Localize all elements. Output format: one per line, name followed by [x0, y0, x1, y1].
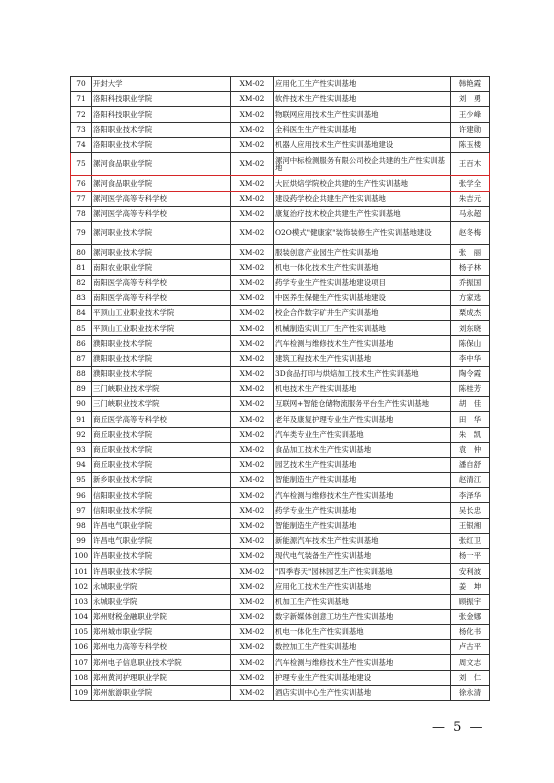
project-code: XM-02: [231, 206, 274, 221]
project-name: 机械制造实训工厂生产性实训基地: [274, 321, 451, 336]
row-number: 96: [71, 488, 92, 503]
school-name: 商丘医学高等专科学校: [92, 412, 231, 427]
project-name: 机电技术生产性实训基地: [274, 381, 451, 396]
row-number: 93: [71, 442, 92, 457]
person-in-charge: 陈桂芳: [451, 381, 490, 396]
project-code: XM-02: [231, 503, 274, 518]
project-code: XM-02: [231, 412, 274, 427]
row-number: 75: [71, 152, 92, 175]
table-row: [71, 473, 490, 488]
person-in-charge: 朱吉元: [451, 191, 490, 206]
project-code: XM-02: [231, 518, 274, 533]
table-row: [71, 122, 490, 137]
person-in-charge: 姜 坤: [451, 579, 490, 594]
row-number: 71: [71, 92, 92, 107]
person-in-charge: 刘 仁: [451, 670, 490, 685]
row-number: 88: [71, 366, 92, 381]
person-in-charge: 王少峰: [451, 107, 490, 122]
project-code: XM-02: [231, 221, 274, 244]
project-code: XM-02: [231, 306, 274, 321]
table-row: [71, 442, 490, 457]
school-name: 郑州财税金融职业学院: [92, 609, 231, 624]
school-name: 郑州电子信息职业技术学院: [92, 655, 231, 670]
person-in-charge: 马永超: [451, 206, 490, 221]
person-in-charge: 杨子林: [451, 260, 490, 275]
person-in-charge: 袁 仲: [451, 442, 490, 457]
table-row: [71, 381, 490, 396]
table-row: [71, 564, 490, 579]
school-name: 商丘职业技术学院: [92, 457, 231, 472]
person-in-charge: 李中华: [451, 351, 490, 366]
row-number: 74: [71, 137, 92, 152]
school-name: 信阳职业技术学院: [92, 488, 231, 503]
row-number: 81: [71, 260, 92, 275]
project-name: 新能源汽车技术生产性实训基地: [274, 533, 451, 548]
table-row: [71, 221, 490, 244]
table-row: [71, 191, 490, 206]
school-name: 三门峡职业技术学院: [92, 397, 231, 412]
project-name: 汽车类专业生产性实训基地: [274, 427, 451, 442]
project-name: 药学专业生产性实训基地建设项目: [274, 275, 451, 290]
project-name: 机加工生产性实训基地: [274, 594, 451, 609]
project-code: XM-02: [231, 275, 274, 290]
project-name: 软件技术生产性实训基地: [274, 92, 451, 107]
table-row: [71, 176, 490, 191]
table-row: [71, 518, 490, 533]
project-name: 护理专业生产性实训基地建设: [274, 670, 451, 685]
table-row: [71, 351, 490, 366]
row-number: 70: [71, 77, 92, 92]
project-code: XM-02: [231, 457, 274, 472]
project-name: 汽车检测与维修技术生产性实训基地: [274, 336, 451, 351]
row-number: 73: [71, 122, 92, 137]
school-name: 信阳职业技术学院: [92, 503, 231, 518]
school-name: 郑州城市职业学院: [92, 624, 231, 639]
project-code: XM-02: [231, 191, 274, 206]
project-name: 校企合作数字矿井生产实训基地: [274, 306, 451, 321]
project-code: XM-02: [231, 397, 274, 412]
school-name: 商丘职业技术学院: [92, 442, 231, 457]
table-row: [71, 609, 490, 624]
person-in-charge: 田 华: [451, 412, 490, 427]
project-name: 机电一体化生产性实训基地: [274, 624, 451, 639]
project-name: 建设药学校企共建生产性实训基地: [274, 191, 451, 206]
row-number: 83: [71, 290, 92, 305]
table-row: [71, 488, 490, 503]
table-row: [71, 245, 490, 260]
project-name: 汽车检测与维修技术生产性实训基地: [274, 488, 451, 503]
table-row: [71, 579, 490, 594]
project-code: XM-02: [231, 366, 274, 381]
school-name: 商丘职业技术学院: [92, 427, 231, 442]
person-in-charge: 卢古平: [451, 640, 490, 655]
project-code: XM-02: [231, 655, 274, 670]
project-name: 现代电气装备生产性实训基地: [274, 549, 451, 564]
row-number: 102: [71, 579, 92, 594]
row-number: 104: [71, 609, 92, 624]
person-in-charge: 乔振国: [451, 275, 490, 290]
project-name: 漯河中标检测服务有限公司校企共建的生产性实训基地: [274, 152, 451, 175]
project-name: 食品加工技术生产性实训基地: [274, 442, 451, 457]
table-row: [71, 685, 490, 700]
project-code: XM-02: [231, 442, 274, 457]
person-in-charge: 顾振宇: [451, 594, 490, 609]
project-name: O2O模式"健康家"装饰装修生产性实训基地建设: [274, 221, 451, 244]
school-name: 南阳医学高等专科学校: [92, 275, 231, 290]
person-in-charge: 徐永清: [451, 685, 490, 700]
person-in-charge: 张金娜: [451, 609, 490, 624]
project-name: 机器人应用技术生产性实训基地建设: [274, 137, 451, 152]
row-number: 109: [71, 685, 92, 700]
school-name: 濮阳职业技术学院: [92, 336, 231, 351]
school-name: 郑州旅游职业学院: [92, 685, 231, 700]
row-number: 100: [71, 549, 92, 564]
school-name: 永城职业学院: [92, 594, 231, 609]
row-number: 95: [71, 473, 92, 488]
row-number: 72: [71, 107, 92, 122]
school-name: 平顶山工业职业技术学院: [92, 306, 231, 321]
project-code: XM-02: [231, 427, 274, 442]
project-code: XM-02: [231, 77, 274, 92]
person-in-charge: 韩艳霞: [451, 77, 490, 92]
project-name: 园艺技术生产性实训基地: [274, 457, 451, 472]
project-name: 康复治疗技术校企共建生产性实训基地: [274, 206, 451, 221]
table-body: [71, 77, 490, 701]
project-code: XM-02: [231, 624, 274, 639]
table-row: [71, 640, 490, 655]
row-number: 80: [71, 245, 92, 260]
row-number: 99: [71, 533, 92, 548]
project-code: XM-02: [231, 152, 274, 175]
project-name: 机电一体化技术生产性实训基地: [274, 260, 451, 275]
table-row: [71, 92, 490, 107]
table-row: [71, 77, 490, 92]
school-name: 平顶山工业职业技术学院: [92, 321, 231, 336]
person-in-charge: 赵清江: [451, 473, 490, 488]
table-row: [71, 427, 490, 442]
table-row: [71, 260, 490, 275]
person-in-charge: 王银湘: [451, 518, 490, 533]
project-code: XM-02: [231, 107, 274, 122]
school-name: 漯河职业技术学院: [92, 245, 231, 260]
person-in-charge: 杨化书: [451, 624, 490, 639]
row-number: 76: [71, 176, 92, 191]
row-number: 92: [71, 427, 92, 442]
person-in-charge: 李泽华: [451, 488, 490, 503]
row-number: 94: [71, 457, 92, 472]
person-in-charge: 方家选: [451, 290, 490, 305]
school-name: 漯河职业技术学院: [92, 221, 231, 244]
project-code: XM-02: [231, 594, 274, 609]
person-in-charge: 陈保山: [451, 336, 490, 351]
project-name: 老年及康复护理专业生产性实训基地: [274, 412, 451, 427]
project-code: XM-02: [231, 260, 274, 275]
table-row: [71, 336, 490, 351]
table-row: [71, 306, 490, 321]
project-name: 互联网+智能仓储物流服务平台生产性实训基地: [274, 397, 451, 412]
row-number: 98: [71, 518, 92, 533]
table-row: [71, 503, 490, 518]
table-row: [71, 107, 490, 122]
project-name: 大匠烘焙学院校企共建的生产性实训基地: [274, 176, 451, 191]
table-row: [71, 397, 490, 412]
school-name: 洛阳职业技术学院: [92, 137, 231, 152]
person-in-charge: 胡 佳: [451, 397, 490, 412]
school-name: 濮阳职业技术学院: [92, 351, 231, 366]
row-number: 78: [71, 206, 92, 221]
row-number: 106: [71, 640, 92, 655]
person-in-charge: 刘东晓: [451, 321, 490, 336]
project-code: XM-02: [231, 549, 274, 564]
project-code: XM-02: [231, 640, 274, 655]
project-code: XM-02: [231, 351, 274, 366]
page-number: — 5 —: [432, 720, 485, 735]
project-name: 药学专业生产性实训基地: [274, 503, 451, 518]
project-code: XM-02: [231, 137, 274, 152]
project-code: XM-02: [231, 488, 274, 503]
row-number: 84: [71, 306, 92, 321]
project-name: 3D食品打印与烘焙加工技术生产性实训基地: [274, 366, 451, 381]
person-in-charge: 陈玉楼: [451, 137, 490, 152]
table-row: [71, 366, 490, 381]
school-name: 洛阳职业技术学院: [92, 122, 231, 137]
table-row: [71, 549, 490, 564]
project-code: XM-02: [231, 290, 274, 305]
row-number: 103: [71, 594, 92, 609]
school-name: 许昌电气职业学院: [92, 533, 231, 548]
person-in-charge: 赵冬梅: [451, 221, 490, 244]
project-code: XM-02: [231, 176, 274, 191]
row-number: 97: [71, 503, 92, 518]
table-row: [71, 655, 490, 670]
row-number: 101: [71, 564, 92, 579]
school-name: 南阳农业职业学院: [92, 260, 231, 275]
table-row: [71, 152, 490, 175]
person-in-charge: 刘 勇: [451, 92, 490, 107]
school-name: 漯河医学高等专科学校: [92, 191, 231, 206]
project-name: 物联网应用技术生产性实训基地: [274, 107, 451, 122]
row-number: 105: [71, 624, 92, 639]
school-name: 漯河食品职业学院: [92, 152, 231, 175]
project-list-table: [70, 76, 490, 701]
person-in-charge: 杨一平: [451, 549, 490, 564]
table-row: [71, 594, 490, 609]
row-number: 79: [71, 221, 92, 244]
person-in-charge: 王百木: [451, 152, 490, 175]
project-code: XM-02: [231, 609, 274, 624]
school-name: 永城职业学院: [92, 579, 231, 594]
project-name: 数控加工生产性实训基地: [274, 640, 451, 655]
project-name: 智能制造生产性实训基地: [274, 473, 451, 488]
person-in-charge: 栗成杰: [451, 306, 490, 321]
school-name: 漯河医学高等专科学校: [92, 206, 231, 221]
school-name: 洛阳科技职业学院: [92, 107, 231, 122]
row-number: 77: [71, 191, 92, 206]
school-name: 许昌职业技术学院: [92, 564, 231, 579]
project-code: XM-02: [231, 670, 274, 685]
project-code: XM-02: [231, 381, 274, 396]
school-name: 开封大学: [92, 77, 231, 92]
school-name: 南阳医学高等专科学校: [92, 290, 231, 305]
project-code: XM-02: [231, 92, 274, 107]
project-code: XM-02: [231, 685, 274, 700]
row-number: 89: [71, 381, 92, 396]
table-row: [71, 670, 490, 685]
project-name: 智能制造生产性实训基地: [274, 518, 451, 533]
project-name: 中医养生保健生产性实训基地建设: [274, 290, 451, 305]
school-name: 郑州黄河护理职业学院: [92, 670, 231, 685]
table-row: [71, 533, 490, 548]
table-row: [71, 137, 490, 152]
table-row: [71, 290, 490, 305]
row-number: 90: [71, 397, 92, 412]
project-name: 服装创意产业园生产性实训基地: [274, 245, 451, 260]
table-row: [71, 457, 490, 472]
row-number: 87: [71, 351, 92, 366]
table-row: [71, 206, 490, 221]
person-in-charge: 吴长忠: [451, 503, 490, 518]
person-in-charge: 周文志: [451, 655, 490, 670]
table-row: [71, 321, 490, 336]
table-row: [71, 624, 490, 639]
row-number: 91: [71, 412, 92, 427]
person-in-charge: 安利波: [451, 564, 490, 579]
school-name: 新乡职业技术学院: [92, 473, 231, 488]
person-in-charge: 陶令霞: [451, 366, 490, 381]
project-code: XM-02: [231, 336, 274, 351]
project-code: XM-02: [231, 564, 274, 579]
row-number: 107: [71, 655, 92, 670]
project-name: 酒店实训中心生产性实训基地: [274, 685, 451, 700]
table-row: [71, 412, 490, 427]
project-code: XM-02: [231, 579, 274, 594]
project-code: XM-02: [231, 473, 274, 488]
project-code: XM-02: [231, 533, 274, 548]
person-in-charge: 张红卫: [451, 533, 490, 548]
row-number: 108: [71, 670, 92, 685]
project-code: XM-02: [231, 245, 274, 260]
school-name: 三门峡职业技术学院: [92, 381, 231, 396]
project-code: XM-02: [231, 122, 274, 137]
school-name: 濮阳职业技术学院: [92, 366, 231, 381]
table-row: [71, 275, 490, 290]
project-name: 汽车检测与维修技术生产性实训基地: [274, 655, 451, 670]
person-in-charge: 朱 凯: [451, 427, 490, 442]
row-number: 85: [71, 321, 92, 336]
school-name: 洛阳科技职业学院: [92, 92, 231, 107]
project-name: 建筑工程技术生产性实训基地: [274, 351, 451, 366]
project-name: "四季春天"园林园艺生产性实训基地: [274, 564, 451, 579]
project-name: 应用化工生产性实训基地: [274, 77, 451, 92]
row-number: 82: [71, 275, 92, 290]
school-name: 漯河食品职业学院: [92, 176, 231, 191]
project-name: 应用化工技术生产性实训基地: [274, 579, 451, 594]
row-number: 86: [71, 336, 92, 351]
project-name: 数字新媒体创意工坊生产性实训基地: [274, 609, 451, 624]
school-name: 许昌职业技术学院: [92, 549, 231, 564]
project-code: XM-02: [231, 321, 274, 336]
person-in-charge: 许建勋: [451, 122, 490, 137]
school-name: 许昌电气职业学院: [92, 518, 231, 533]
person-in-charge: 潘自舒: [451, 457, 490, 472]
person-in-charge: 张 丽: [451, 245, 490, 260]
person-in-charge: 张学全: [451, 176, 490, 191]
project-name: 全科医生生产性实训基地: [274, 122, 451, 137]
school-name: 郑州电力高等专科学校: [92, 640, 231, 655]
